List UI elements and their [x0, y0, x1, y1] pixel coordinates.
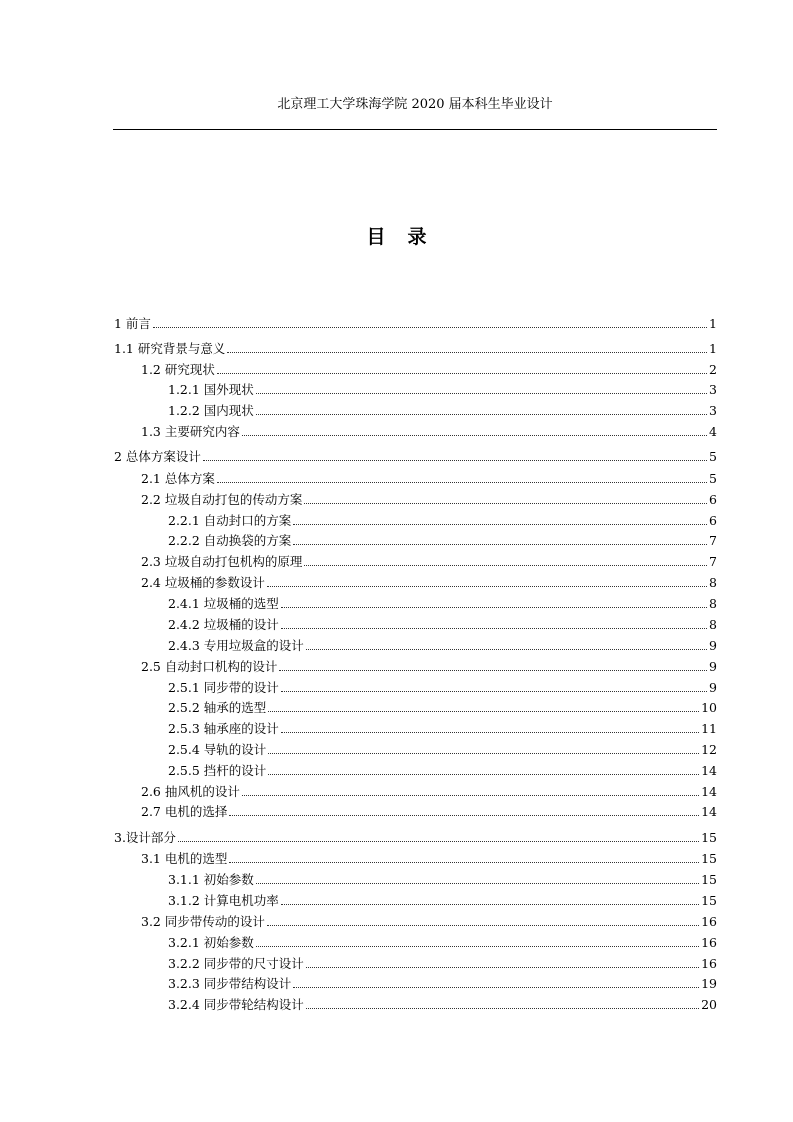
toc-entry-page: 7 [709, 554, 717, 569]
toc-entry [114, 827, 717, 845]
toc-entry-label: 1.2.1 国外现状 [168, 382, 254, 397]
toc-leader-dots [256, 414, 707, 415]
toc-entry-page: 16 [701, 956, 717, 971]
toc-leader-dots [217, 482, 707, 483]
toc-entry-page: 9 [709, 659, 717, 674]
toc-entry-label: 3.1.2 计算电机功率 [168, 893, 279, 908]
toc-entry [168, 593, 717, 611]
toc-entry-label: 3.2.4 同步带轮结构设计 [168, 997, 304, 1012]
toc-entry [168, 614, 717, 632]
toc-entry [168, 697, 717, 715]
toc-entry-label: 1.2 研究现状 [141, 362, 215, 377]
toc-entry-label: 2.1 总体方案 [141, 471, 215, 486]
toc-entry-label: 1 前言 [114, 316, 151, 331]
toc-entry-label: 3.2.3 同步带结构设计 [168, 976, 292, 991]
toc-entry [168, 718, 717, 736]
toc-entry-label: 2.4.2 垃圾桶的设计 [168, 617, 279, 632]
toc-leader-dots [268, 711, 699, 712]
toc-leader-dots [268, 774, 699, 775]
toc-entry [141, 421, 717, 439]
toc-entry-page: 5 [709, 449, 717, 464]
toc-entry [168, 953, 717, 971]
toc-entry-page: 3 [709, 382, 717, 397]
page-title: 目录 [366, 226, 449, 248]
toc-entry-page: 1 [709, 316, 717, 331]
toc-entry [168, 994, 717, 1012]
toc-entry-page: 8 [709, 617, 717, 632]
toc-leader-dots [256, 883, 699, 884]
page-header: 北京理工大学珠海学院 2020 届本科生毕业设计 [277, 97, 553, 112]
toc-entry-label: 1.1 研究背景与意义 [114, 341, 226, 356]
toc-leader-dots [242, 435, 707, 436]
toc-entry-label: 2.5 自动封口机构的设计 [141, 659, 278, 674]
toc-entry-page: 3 [709, 403, 717, 418]
toc-leader-dots [293, 524, 707, 525]
toc-leader-dots [229, 815, 699, 816]
toc-entry-label: 2.2.1 自动封口的方案 [168, 513, 292, 528]
toc-entry [114, 338, 717, 356]
toc-leader-dots [306, 967, 699, 968]
toc-entry [141, 551, 717, 569]
toc-entry [168, 760, 717, 778]
toc-entry-label: 2.2.2 自动换袋的方案 [168, 533, 292, 548]
toc-entry-page: 19 [701, 976, 717, 991]
toc-leader-dots [281, 691, 707, 692]
toc-entry-label: 3.设计部分 [114, 830, 176, 845]
toc-leader-dots [306, 649, 707, 650]
toc-entry-page: 16 [701, 935, 717, 950]
toc-leader-dots [281, 628, 707, 629]
toc-leader-dots [267, 925, 699, 926]
toc-leader-dots [229, 862, 699, 863]
toc-entry [141, 359, 717, 377]
toc-leader-dots [293, 987, 699, 988]
toc-entry [168, 973, 717, 991]
toc-entry [141, 572, 717, 590]
toc-leader-dots [227, 352, 707, 353]
toc-entry-page: 10 [701, 700, 717, 715]
toc-entry-page: 15 [701, 830, 717, 845]
toc-leader-dots [256, 393, 707, 394]
toc-entry-page: 16 [701, 914, 717, 929]
toc-entry-label: 2.5.3 轴承座的设计 [168, 721, 279, 736]
toc-leader-dots [242, 795, 699, 796]
toc-entry-label: 2.5.1 同步带的设计 [168, 680, 279, 695]
toc-entry [141, 911, 717, 929]
toc-entry-page: 15 [701, 851, 717, 866]
toc-entry-label: 2.5.4 导轨的设计 [168, 742, 267, 757]
toc-leader-dots [306, 1008, 699, 1009]
toc-leader-dots [267, 586, 707, 587]
toc-leader-dots [304, 503, 707, 504]
toc-entry [114, 446, 717, 464]
toc-entry [141, 489, 717, 507]
toc-leader-dots [281, 904, 699, 905]
toc-entry-page: 20 [701, 997, 717, 1012]
toc-entry [168, 869, 717, 887]
toc-entry [168, 379, 717, 397]
toc-leader-dots [304, 565, 707, 566]
toc-entry-page: 11 [701, 721, 717, 736]
toc-leader-dots [281, 607, 707, 608]
toc-entry [168, 739, 717, 757]
toc-entry [168, 510, 717, 528]
toc-leader-dots [256, 946, 699, 947]
toc-entry-label: 2.6 抽风机的设计 [141, 784, 240, 799]
toc-leader-dots [268, 753, 699, 754]
toc-entry-page: 1 [709, 341, 717, 356]
toc-entry-page: 9 [709, 638, 717, 653]
toc-entry [168, 890, 717, 908]
toc-entry [141, 468, 717, 486]
toc-entry [168, 677, 717, 695]
toc-entry-page: 8 [709, 596, 717, 611]
toc-entry [168, 932, 717, 950]
toc-entry-label: 2.7 电机的选择 [141, 804, 228, 819]
toc-entry-label: 1.2.2 国内现状 [168, 403, 254, 418]
toc-entry [141, 656, 717, 674]
toc-entry-label: 2.5.2 轴承的选型 [168, 700, 267, 715]
toc-leader-dots [153, 327, 707, 328]
toc-entry-page: 14 [701, 804, 717, 819]
toc-entry-page: 14 [701, 763, 717, 778]
toc-entry [168, 530, 717, 548]
toc-entry-page: 6 [709, 492, 717, 507]
toc-entry-label: 2.4.3 专用垃圾盒的设计 [168, 638, 304, 653]
toc-entry-page: 4 [709, 424, 717, 439]
toc-entry-page: 5 [709, 471, 717, 486]
toc-entry-label: 2.2 垃圾自动打包的传动方案 [141, 492, 303, 507]
toc-entry-label: 3.2 同步带传动的设计 [141, 914, 265, 929]
toc-entry-page: 14 [701, 784, 717, 799]
toc-entry-label: 2 总体方案设计 [114, 449, 201, 464]
toc-entry [141, 801, 717, 819]
toc-entry-label: 1.3 主要研究内容 [141, 424, 240, 439]
toc-entry-label: 2.4 垃圾桶的参数设计 [141, 575, 265, 590]
toc-entry-page: 15 [701, 872, 717, 887]
toc-leader-dots [178, 841, 699, 842]
toc-entry [114, 313, 717, 331]
toc-entry [141, 848, 717, 866]
toc-entry-label: 3.1 电机的选型 [141, 851, 228, 866]
toc-entry-label: 2.3 垃圾自动打包机构的原理 [141, 554, 303, 569]
toc-entry-label: 2.5.5 挡杆的设计 [168, 763, 267, 778]
toc-entry-page: 2 [709, 362, 717, 377]
toc-entry-label: 3.1.1 初始参数 [168, 872, 254, 887]
toc-entry-page: 8 [709, 575, 717, 590]
toc-entry-page: 12 [701, 742, 717, 757]
toc-entry-page: 6 [709, 513, 717, 528]
toc-entry-label: 3.2.2 同步带的尺寸设计 [168, 956, 304, 971]
toc-leader-dots [293, 544, 707, 545]
toc-leader-dots [217, 373, 707, 374]
toc-entry [168, 400, 717, 418]
toc-entry-page: 15 [701, 893, 717, 908]
header-rule [113, 129, 717, 130]
toc-entry [168, 635, 717, 653]
toc-entry-page: 9 [709, 680, 717, 695]
toc-leader-dots [279, 670, 707, 671]
toc-entry [141, 781, 717, 799]
toc-leader-dots [281, 732, 699, 733]
toc-entry-page: 7 [709, 533, 717, 548]
toc-leader-dots [203, 460, 707, 461]
toc-entry-label: 3.2.1 初始参数 [168, 935, 254, 950]
toc-entry-label: 2.4.1 垃圾桶的选型 [168, 596, 279, 611]
